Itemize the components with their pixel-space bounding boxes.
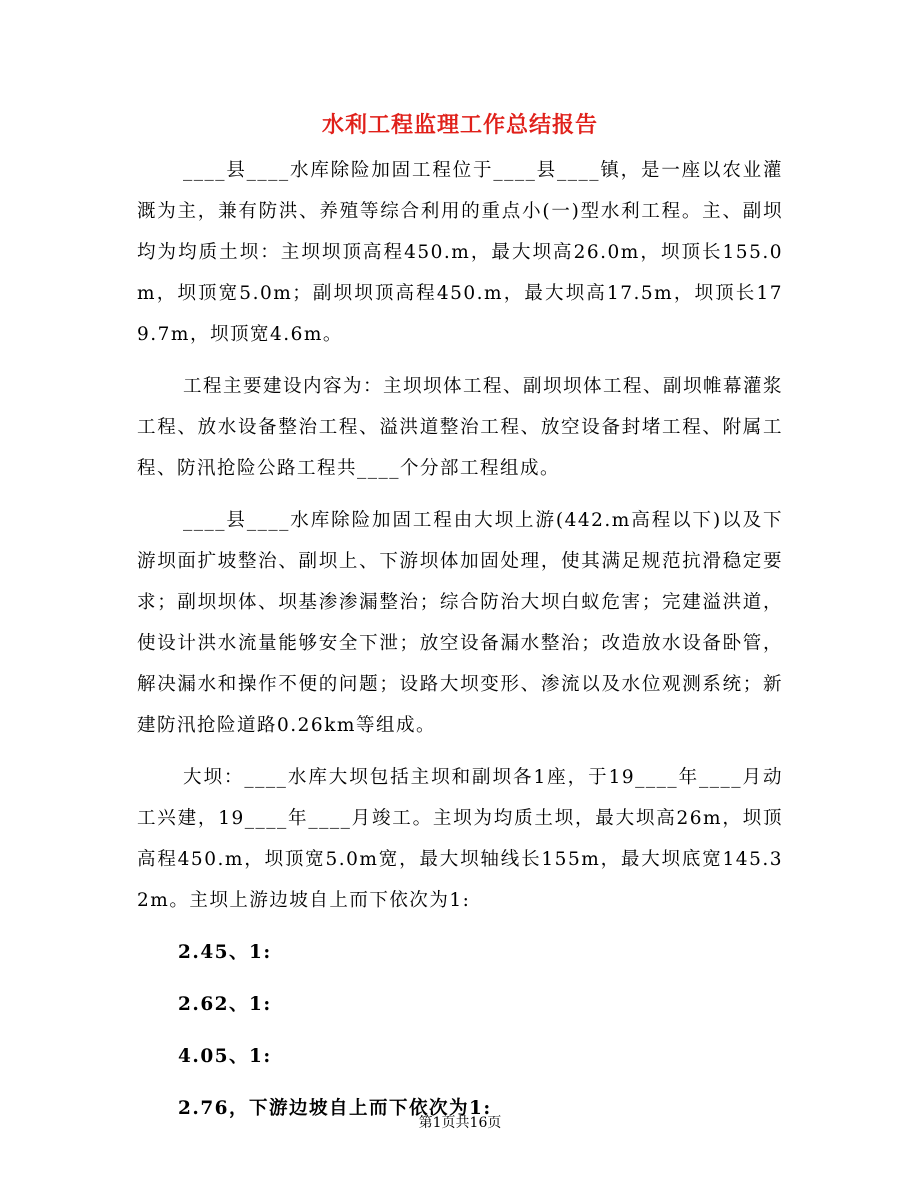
paragraph-dam-description: 大坝：____水库大坝包括主坝和副坝各1座，于19____年____月动工兴建，19____年____月竣工。主坝为均质土坝，最大坝高26m，坝顶高程450.m，坝顶宽5.0m宽，最大坝轴线长155m，最大坝底宽145.32m。主坝上游边坡自上而下依次为1: [137,767,783,911]
paragraph-reinforcement-scope: ____县____水库除险加固工程由大坝上游(442.m高程以下)以及下游坝面扩坡整治、副坝上、下游坝体加固处理，使其满足规范抗滑稳定要求；副坝坝体、坝基渗渗漏整治；综合防治大坝白蚁危害；完建溢洪道，使设计洪水流量能够安全下泄；放空设备漏水整治；改造放水设备卧管，解决漏水和操作不便的问题；设路大坝变形、渗流以及水位观测系统；新建防汛抢险道路0.26km等组成。 [137,510,783,736]
page-number-footer: 第1页共16页 [418,1115,502,1131]
slope-ratio-line: 2.45、1: [178,942,272,963]
slope-ratio-line: 4.05、1: [178,1046,272,1067]
document-body [137,150,783,1140]
slope-ratio-line: 2.76，下游边坡自上而下依次为1: [178,1098,492,1119]
slope-ratio-line: 2.62、1: [178,994,272,1015]
document-title: 水利工程监理工作总结报告 [321,112,598,138]
paragraph-project-location: ____县____水库除险加固工程位于____县____镇，是一座以农业灌溉为主，兼有防洪、养殖等综合利用的重点小(一)型水利工程。主、副坝均为均质土坝：主坝坝顶高程450.m，最大坝高26.0m，坝顶长155.0m，坝顶宽5.0m；副坝坝顶高程450.m，最大坝高17.5m，坝顶长179.7m，坝顶宽4.6m。 [137,160,783,345]
paragraph-construction-content: 工程主要建设内容为：主坝坝体工程、副坝坝体工程、副坝帷幕灌浆工程、放水设备整治工程、溢洪道整治工程、放空设备封堵工程、附属工程、防汛抢险公路工程共____个分部工程组成。 [137,376,784,479]
